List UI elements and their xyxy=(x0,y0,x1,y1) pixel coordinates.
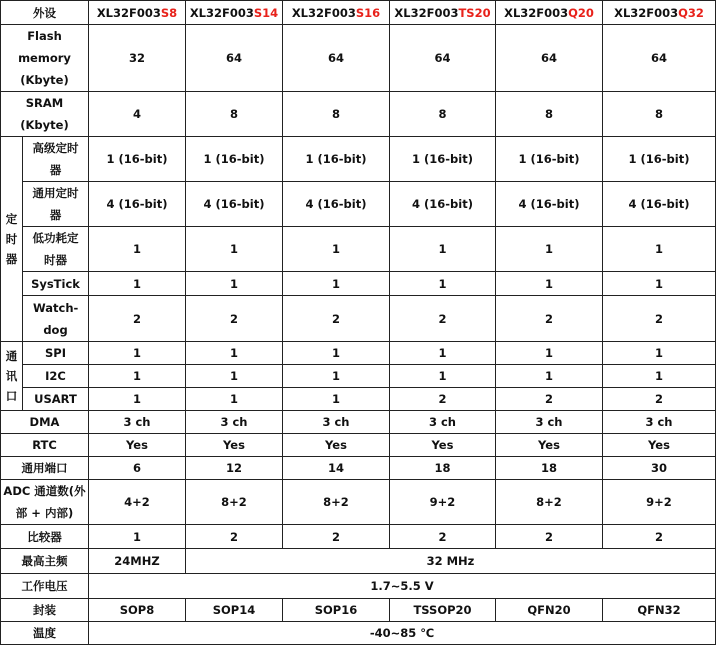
row-spi xyxy=(1,342,716,365)
row-label: Flash memory (Kbyte) xyxy=(1,25,89,92)
cell: 3 ch xyxy=(283,411,390,434)
cell: 1 (16-bit) xyxy=(186,137,283,182)
cell: 1 (16-bit) xyxy=(603,137,716,182)
cell: 1 xyxy=(89,388,186,411)
cell: 2 xyxy=(496,388,603,411)
row-usart xyxy=(1,388,716,411)
cell: Yes xyxy=(283,434,390,457)
timer-group-label: 定时器 xyxy=(1,137,23,342)
cell: 9+2 xyxy=(390,480,496,525)
row-label: 工作电压 xyxy=(1,574,89,599)
row-i2c xyxy=(1,365,716,388)
cell: 1 xyxy=(496,227,603,272)
cell: 1 xyxy=(496,272,603,296)
cell: 2 xyxy=(390,296,496,342)
row-label: ADC 通道数(外部 + 内部) xyxy=(1,480,89,525)
cell: 1 xyxy=(496,365,603,388)
cell: 1 xyxy=(390,227,496,272)
cell: 64 xyxy=(186,25,283,92)
cell: 3 ch xyxy=(186,411,283,434)
cell: 8+2 xyxy=(186,480,283,525)
cell: 2 xyxy=(283,296,390,342)
cell: 1 (16-bit) xyxy=(89,137,186,182)
cell: 4 xyxy=(89,92,186,137)
cell: 1 xyxy=(283,272,390,296)
row-label: 最高主频 xyxy=(1,549,89,574)
cell: 8 xyxy=(603,92,716,137)
cell: 4 (16-bit) xyxy=(603,182,716,227)
cell: 1 (16-bit) xyxy=(496,137,603,182)
cell: 1 xyxy=(89,272,186,296)
cell: SOP8 xyxy=(89,599,186,622)
cell: 8 xyxy=(283,92,390,137)
row-label: 低功耗定时器 xyxy=(23,227,89,272)
cell: 4 (16-bit) xyxy=(496,182,603,227)
cell: Yes xyxy=(390,434,496,457)
comm-group-label: 通讯口 xyxy=(1,342,23,411)
row-max-freq xyxy=(1,549,716,574)
cell: 1 xyxy=(496,342,603,365)
cell: 4 (16-bit) xyxy=(186,182,283,227)
cell: 1 (16-bit) xyxy=(390,137,496,182)
row-label: SysTick xyxy=(23,272,89,296)
model-header: XL32F003S8 xyxy=(89,1,186,25)
cell: 1 xyxy=(186,365,283,388)
cell: TSSOP20 xyxy=(390,599,496,622)
row-label: Watch-dog xyxy=(23,296,89,342)
cell: 1 xyxy=(603,272,716,296)
row-label: 通用端口 xyxy=(1,457,89,480)
cell: 18 xyxy=(390,457,496,480)
cell: 2 xyxy=(603,525,716,549)
cell: 8+2 xyxy=(283,480,390,525)
model-header: XL32F003TS20 xyxy=(390,1,496,25)
cell: 3 ch xyxy=(603,411,716,434)
model-header: XL32F003S16 xyxy=(283,1,390,25)
cell: 8 xyxy=(186,92,283,137)
cell-merged: 32 MHz xyxy=(186,549,716,574)
cell: SOP16 xyxy=(283,599,390,622)
cell: 1 xyxy=(186,272,283,296)
cell: 2 xyxy=(186,525,283,549)
cell: 2 xyxy=(603,296,716,342)
cell: 1 xyxy=(603,365,716,388)
row-adv-timer xyxy=(1,137,716,182)
cell: 64 xyxy=(283,25,390,92)
cell: 1 xyxy=(89,525,186,549)
cell: 3 ch xyxy=(89,411,186,434)
cell: 3 ch xyxy=(496,411,603,434)
cell: 30 xyxy=(603,457,716,480)
cell-merged: 1.7~5.5 V xyxy=(89,574,716,599)
cell: 1 xyxy=(186,342,283,365)
row-label: USART xyxy=(23,388,89,411)
cell: 4 (16-bit) xyxy=(283,182,390,227)
cell: 4 (16-bit) xyxy=(89,182,186,227)
row-label: RTC xyxy=(1,434,89,457)
row-package xyxy=(1,599,716,622)
row-lp-timer xyxy=(1,227,716,272)
header-row xyxy=(1,1,716,25)
cell: 24MHZ xyxy=(89,549,186,574)
row-dma xyxy=(1,411,716,434)
cell: 64 xyxy=(496,25,603,92)
cell: 14 xyxy=(283,457,390,480)
cell: 1 xyxy=(89,342,186,365)
row-adc xyxy=(1,480,716,525)
row-voltage xyxy=(1,574,716,599)
cell: 1 (16-bit) xyxy=(283,137,390,182)
row-gpio xyxy=(1,457,716,480)
cell: Yes xyxy=(496,434,603,457)
cell: 1 xyxy=(283,342,390,365)
cell: 8 xyxy=(496,92,603,137)
cell: 1 xyxy=(603,227,716,272)
cell-merged: -40~85 ℃ xyxy=(89,622,716,645)
cell: 2 xyxy=(186,296,283,342)
cell: SOP14 xyxy=(186,599,283,622)
cell: 1 xyxy=(186,388,283,411)
cell: 64 xyxy=(390,25,496,92)
cell: 2 xyxy=(89,296,186,342)
cell: 64 xyxy=(603,25,716,92)
cell: 8 xyxy=(390,92,496,137)
cell: 12 xyxy=(186,457,283,480)
cell: 1 xyxy=(390,365,496,388)
cell: 18 xyxy=(496,457,603,480)
row-sram xyxy=(1,92,716,137)
row-label: 比较器 xyxy=(1,525,89,549)
model-header: XL32F003Q20 xyxy=(496,1,603,25)
cell: Yes xyxy=(186,434,283,457)
cell: 9+2 xyxy=(603,480,716,525)
cell: 2 xyxy=(390,388,496,411)
row-rtc xyxy=(1,434,716,457)
cell: 1 xyxy=(186,227,283,272)
cell: 6 xyxy=(89,457,186,480)
row-flash xyxy=(1,25,716,92)
cell: 2 xyxy=(496,525,603,549)
row-label: DMA xyxy=(1,411,89,434)
cell: 2 xyxy=(390,525,496,549)
cell: 2 xyxy=(283,525,390,549)
cell: 32 xyxy=(89,25,186,92)
cell: 1 xyxy=(89,365,186,388)
cell: 1 xyxy=(603,342,716,365)
model-header: XL32F003S14 xyxy=(186,1,283,25)
row-label: SRAM (Kbyte) xyxy=(1,92,89,137)
model-header: XL32F003Q32 xyxy=(603,1,716,25)
cell: Yes xyxy=(89,434,186,457)
row-temperature xyxy=(1,622,716,645)
row-label: I2C xyxy=(23,365,89,388)
cell: 4 (16-bit) xyxy=(390,182,496,227)
cell: 1 xyxy=(283,227,390,272)
cell: 8+2 xyxy=(496,480,603,525)
cell: 1 xyxy=(390,342,496,365)
cell: QFN32 xyxy=(603,599,716,622)
header-label: 外设 xyxy=(1,1,89,25)
cell: 3 ch xyxy=(390,411,496,434)
cell: 4+2 xyxy=(89,480,186,525)
row-label: 封装 xyxy=(1,599,89,622)
row-systick xyxy=(1,272,716,296)
cell: 1 xyxy=(283,365,390,388)
row-label: 通用定时器 xyxy=(23,182,89,227)
row-label: 温度 xyxy=(1,622,89,645)
cell: QFN20 xyxy=(496,599,603,622)
row-watchdog xyxy=(1,296,716,342)
row-gen-timer xyxy=(1,182,716,227)
cell: Yes xyxy=(603,434,716,457)
row-label: 高级定时器 xyxy=(23,137,89,182)
row-label: SPI xyxy=(23,342,89,365)
cell: 2 xyxy=(496,296,603,342)
cell: 1 xyxy=(283,388,390,411)
cell: 2 xyxy=(603,388,716,411)
cell: 1 xyxy=(390,272,496,296)
cell: 1 xyxy=(89,227,186,272)
row-comparator xyxy=(1,525,716,549)
